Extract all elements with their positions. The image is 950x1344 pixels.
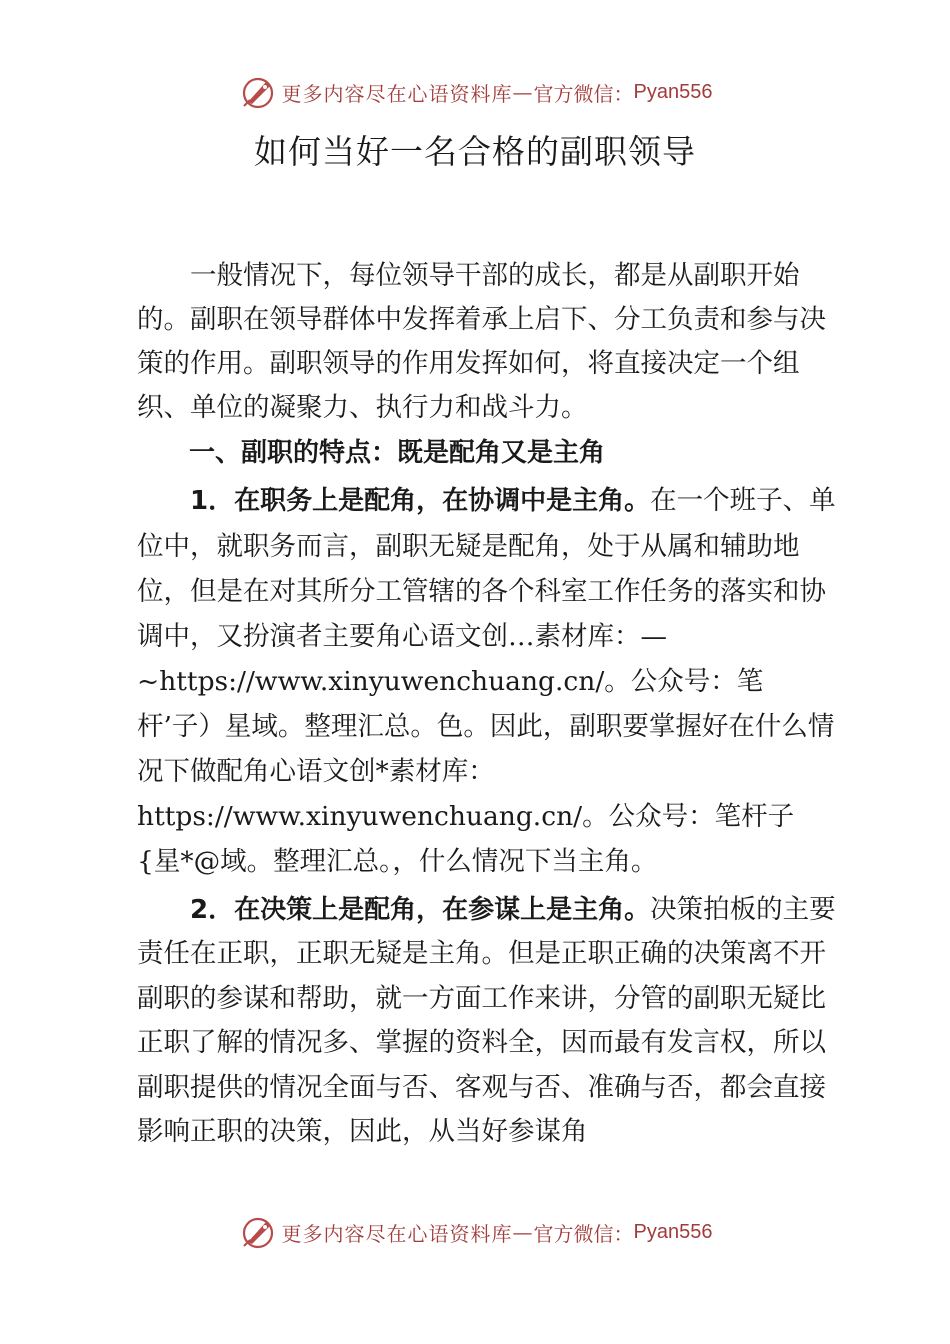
document-body [137, 254, 837, 1154]
point-1-text: 在一个班子、单位中，就职务而言，副职无疑是配角，处于从属和辅助地位，但是在对其所分工管辖的各个科室工作任务的落实和协调中，又扮演者主要角心语文创…素材库：—~https://www.xinyuwenchuang.cn/。公众号：笔杆’子）星域。整理汇总。色。因此，副职要掌握好在什么情况下做配角心语文创*素材库：https://www.xinyuwenchuang.cn/。公众号：笔杆子{星*@域。整理汇总。，什么情况下当主角。 [137, 485, 836, 877]
point-2-lead: 2．在决策上是配角，在参谋上是主角。 [190, 895, 651, 925]
banner-wechat-label: 官方微信： [533, 1221, 634, 1246]
header-banner [0, 72, 950, 112]
banner-separator: — [512, 80, 534, 104]
pen-nib-logo-icon [238, 72, 278, 112]
banner-wechat-id: Pyan556 [633, 80, 713, 103]
banner-wechat-label: 官方微信： [533, 81, 634, 106]
banner-wechat-id: Pyan556 [633, 1220, 713, 1243]
banner-separator: — [512, 1220, 534, 1244]
banner-text: 更多内容尽在心语资料库 [281, 81, 513, 106]
point-2-paragraph [137, 888, 837, 1154]
point-1-lead: 1．在职务上是配角，在协调中是主角。 [190, 486, 651, 516]
footer-banner [0, 1212, 950, 1252]
banner-text: 更多内容尽在心语资料库 [281, 1221, 513, 1246]
point-2-text: 决策拍板的主要责任在正职，正职无疑是主角。但是正职正确的决策离不开副职的参谋和帮助，就一方面工作来讲，分管的副职无疑比正职了解的情况多、掌握的资料全，因而最有发言权，所以副职提供的情况全面与否、客观与否、准确与否，都会直接影响正职的决策，因此，从当好参谋角 [137, 894, 836, 1148]
point-1-paragraph [137, 478, 837, 884]
intro-paragraph: 一般情况下，每位领导干部的成长，都是从副职开始的。副职在领导群体中发挥着承上启下、分工负责和参与决策的作用。副职领导的作用发挥如何，将直接决定一个组织、单位的凝聚力、执行力和战斗力。 [137, 260, 826, 423]
document-title: 如何当好一名合格的副职领导 [254, 132, 696, 171]
section-heading: 一、副职的特点：既是配角又是主角 [189, 438, 606, 468]
pen-nib-logo-icon [238, 1212, 278, 1252]
